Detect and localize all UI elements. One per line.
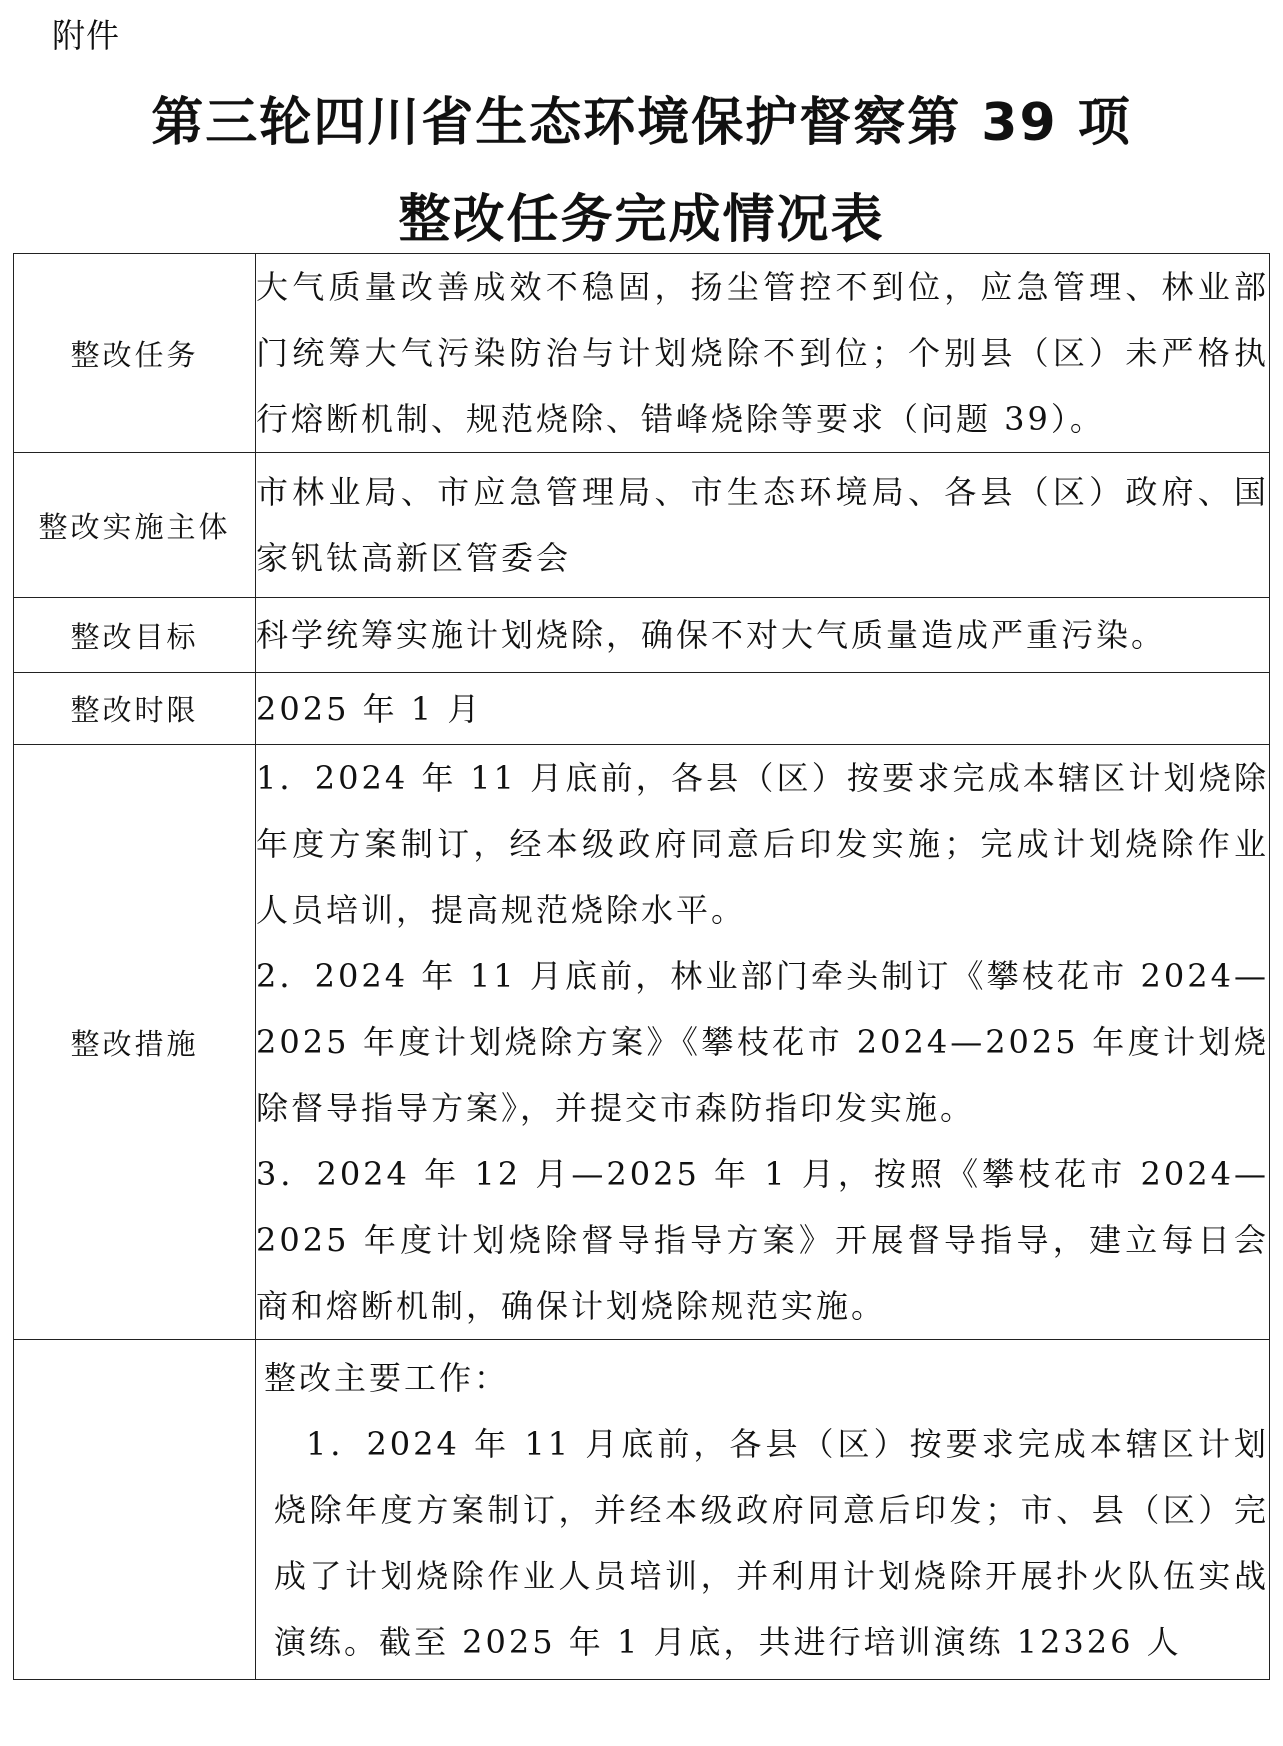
table-row-progress — [14, 1340, 1270, 1680]
measure-item-1: 1．2024 年 11 月底前，各县（区）按要求完成本辖区计划烧除年度方案制订，经本级政府同意后印发实施；完成计划烧除作业人员培训，提高规范烧除水平。 — [256, 759, 1269, 929]
document-title-line2: 整改任务完成情况表 — [398, 190, 885, 250]
row-label-task: 整改任务 — [14, 254, 256, 453]
table-row-measures — [14, 745, 1270, 1340]
row-content-subject: 市林业局、市应急管理局、市生态环境局、各县（区）政府、国家钒钛高新区管委会 — [256, 453, 1270, 598]
row-label-deadline: 整改时限 — [14, 673, 256, 745]
row-content-goal: 科学统筹实施计划烧除，确保不对大气质量造成严重污染。 — [256, 598, 1270, 673]
table-row-goal — [14, 598, 1270, 673]
row-label-goal: 整改目标 — [14, 598, 256, 673]
attachment-label: 附件 — [52, 16, 120, 55]
measure-item-2: 2．2024 年 11 月底前，林业部门牵头制订《攀枝花市 2024—2025 年度计划烧除方案》《攀枝花市 2024—2025 年度计划烧除督导指导方案》，并提交市森防指印发实施。 — [256, 957, 1269, 1127]
progress-text: 1．2024 年 11 月底前，各县（区）按要求完成本辖区计划烧除年度方案制订，并经本级政府同意后印发；市、县（区）完成了计划烧除作业人员培训，并利用计划烧除开展扑火队伍实战演练。截至 2025 年 1 月底，共进行培训演练 12326 人 — [274, 1424, 1269, 1661]
row-content-measures — [256, 745, 1270, 1340]
row-content-task: 大气质量改善成效不稳固，扬尘管控不到位，应急管理、林业部门统筹大气污染防治与计划烧除不到位；个别县（区）未严格执行熔断机制、规范烧除、错峰烧除等要求（问题 39）。 — [256, 254, 1270, 453]
measure-item-3: 3．2024 年 12 月—2025 年 1 月，按照《攀枝花市 2024—2025 年度计划烧除督导指导方案》开展督导指导，建立每日会商和熔断机制，确保计划烧除规范实施。 — [256, 1155, 1269, 1325]
row-label-subject: 整改实施主体 — [14, 453, 256, 598]
row-label-measures: 整改措施 — [14, 745, 256, 1340]
rectification-table — [13, 253, 1270, 1680]
row-content-deadline: 2025 年 1 月 — [256, 673, 1270, 745]
table-row-deadline — [14, 673, 1270, 745]
row-label-progress — [14, 1340, 256, 1680]
table-row-task — [14, 254, 1270, 453]
progress-heading: 整改主要工作： — [264, 1358, 510, 1397]
document-title-line1: 第三轮四川省生态环境保护督察第 39 项 — [151, 93, 1132, 153]
row-content-progress — [256, 1340, 1270, 1680]
table-row-subject — [14, 453, 1270, 598]
